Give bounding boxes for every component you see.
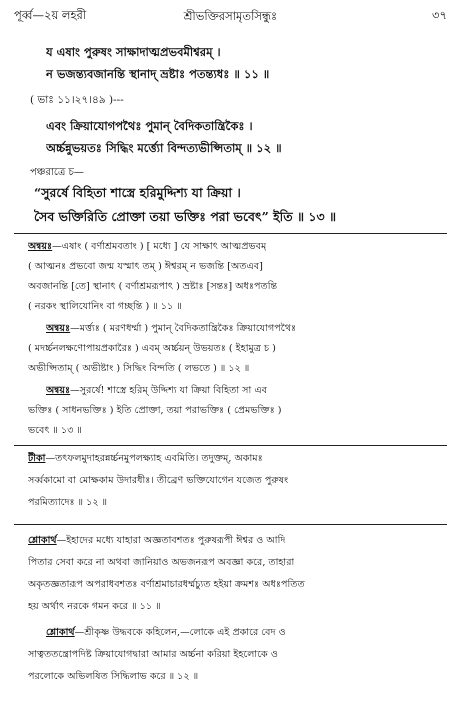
tika-line-1: টীকা—তৎফলমুদাহরন্নর্চ্চনমুপলক্ষ্যাহ এবমিতি। তদুক্তম্, অকামঃ bbox=[28, 453, 263, 464]
anvaya-11-line-2: ( আত্মনঃ প্রভবো জন্ম যস্মাৎ তম্ ) ঈশ্বরম্ ন ভজন্তি [অতএব] bbox=[28, 261, 263, 272]
header-left: পূর্ব্ব—২য় লহরী bbox=[14, 7, 87, 22]
anvaya-11-line-1: অন্বয়ঃ—এষাং ( বর্ণাশ্রমবতাং ) [ মধ্যে ] যে সাক্ষাৎ আত্মপ্রভবম্ bbox=[28, 241, 267, 252]
section-divider bbox=[14, 524, 447, 525]
verse-12-line-1: এবং ক্রিয়াযোগপথৈঃ পুমান্ বৈদিকতান্ত্রিকৈঃ । bbox=[46, 119, 253, 133]
tika-line-2: সর্ব্বকামো বা মোক্ষকাম উদারধীঃ। তীব্রেণ ভক্তিযোগেন যজেত পুরুষং bbox=[28, 475, 289, 486]
shlokartha-12-line-2: সাত্বততন্ত্রোপদিষ্ট ক্রিয়াযোগদ্বারা আমার অর্চ্চনা করিয়া ইহলোকে ও bbox=[28, 649, 278, 660]
section-divider bbox=[14, 233, 447, 234]
anvaya-11-line-4: ( নরকং স্থালিযোনিং বা গচ্ছন্তি ) ॥ ১১ ॥ bbox=[28, 301, 182, 312]
pancharatra-label: পঞ্চরাত্রে চ— bbox=[30, 167, 84, 178]
tika-line-3: পরমিত্যাদেঃ ॥ ১২ ॥ bbox=[28, 497, 108, 508]
anvaya-12-line-3: অভীপ্সিতাম্ ( অভীষ্টাং ) সিদ্ধিং বিন্দতি ( লভতে ) ॥ ১২ ॥ bbox=[28, 363, 250, 374]
section-divider bbox=[14, 445, 447, 446]
shlokartha-11-line-1: শ্লোকার্থ—ইহাদের মধ্যে যাহারা অজ্ঞতাবশতঃ পুরুষরূপী ঈশ্বর ও আদি bbox=[28, 535, 286, 546]
anvaya-13-line-2: ভক্তিঃ ( সাধনভক্তিঃ ) ইতি প্রোক্তা, তয়া পরাভক্তিঃ ( প্রেমভক্তিঃ ) bbox=[28, 405, 282, 416]
shlokartha-12-line-1: শ্লোকার্থ—শ্রীকৃষ্ণ উদ্ধবকে কহিলেন,—লোকে এই প্রকারে বেদ ও bbox=[46, 627, 286, 638]
anvaya-12-line-1: অন্বয়ঃ—মর্ত্ত্যঃ ( মরণধর্ম্মা ) পুমান্ বৈদিকতান্ত্রিকৈঃ ক্রিয়াযোগপথৈঃ bbox=[46, 323, 297, 334]
verse-11-line-2: ন ভজন্ত্যবজানন্তি স্থানাদ্ ভ্রষ্টাঃ পতন্ত্যধঃ ॥ ১১ ॥ bbox=[46, 67, 270, 81]
shlokartha-lead: শ্লোকার্থ bbox=[46, 627, 75, 638]
verse-12-line-2: অর্চ্চন্নুভয়তঃ সিদ্ধিং মর্ত্ত্যো বিন্দত্যভীপ্সিতাম্ ॥ ১২ ॥ bbox=[46, 141, 282, 155]
running-header bbox=[14, 8, 447, 24]
anvaya-lead: অন্বয়ঃ bbox=[46, 385, 71, 396]
verse-13-line-1: “সুরর্ষে বিহিতা শাস্ত্রে হরিমুদ্দিশ্য যা ক্রিয়া । bbox=[34, 185, 241, 200]
shlokartha-12-line-3: পরলোকে অভিলষিত সিদ্ধিলাভ করে ॥ ১২ ॥ bbox=[28, 671, 199, 682]
shlokartha-lead: শ্লোকার্থ bbox=[28, 535, 57, 546]
verse-11-line-1: য এষাং পুরুষং সাক্ষাদাত্মপ্রভবমীশ্বরম্ । bbox=[46, 45, 221, 59]
anvaya-12-line-2: ( মদর্চ্চনলক্ষণোপায়প্রকারৈঃ ) এবম্ অর্চ্চয়ন্ উভয়তঃ ( ইহামুত্র চ ) bbox=[28, 343, 276, 354]
anvaya-13-line-1: অন্বয়ঃ—সুরর্ষে! শাস্ত্রে হরিম্ উদ্দিশ্য যা ক্রিয়া বিহিতা সা এব bbox=[46, 385, 267, 396]
anvaya-13-line-3: ভবেৎ ॥ ১৩ ॥ bbox=[28, 425, 82, 436]
shlokartha-11-line-3: অকৃতজ্ঞতারূপ অপরাধবশতঃ বর্ণাশ্রমাচারধর্ম্মচ্যুত হইয়া ক্রমশঃ অধঃপতিত bbox=[28, 579, 305, 590]
shlokartha-11-line-2: পিতার সেবা করে না অথবা জানিয়াও অভজনরূপ অবজ্ঞা করে, তাহারা bbox=[28, 557, 295, 568]
page-number: ৩৭ bbox=[432, 7, 447, 22]
verse-12-reference: ( ভাঃ ১১।২৭।৪৯ )--- bbox=[30, 94, 124, 106]
verse-13-line-2: সৈব ভক্তিরিতি প্রোক্তা তয়া ভক্তিঃ পরা ভবেৎ” ইতি ॥ ১৩ ॥ bbox=[34, 209, 337, 224]
anvaya-lead: অন্বয়ঃ bbox=[28, 241, 53, 252]
tika-lead: টীকা bbox=[28, 453, 46, 464]
shlokartha-11-line-4: হয় অর্থাৎ নরকে গমন করে ॥ ১১ ॥ bbox=[28, 601, 161, 612]
anvaya-11-line-3: অবজানন্তি [তে] স্থানাৎ ( বর্ণাশ্রমরূপাৎ ) ভ্রষ্টাঃ [সন্তঃ] অধঃপতন্তি bbox=[28, 281, 278, 292]
anvaya-lead: অন্বয়ঃ bbox=[46, 323, 71, 334]
header-title: শ্রীভক্তিরসামৃতসিন্ধুঃ bbox=[183, 9, 278, 23]
